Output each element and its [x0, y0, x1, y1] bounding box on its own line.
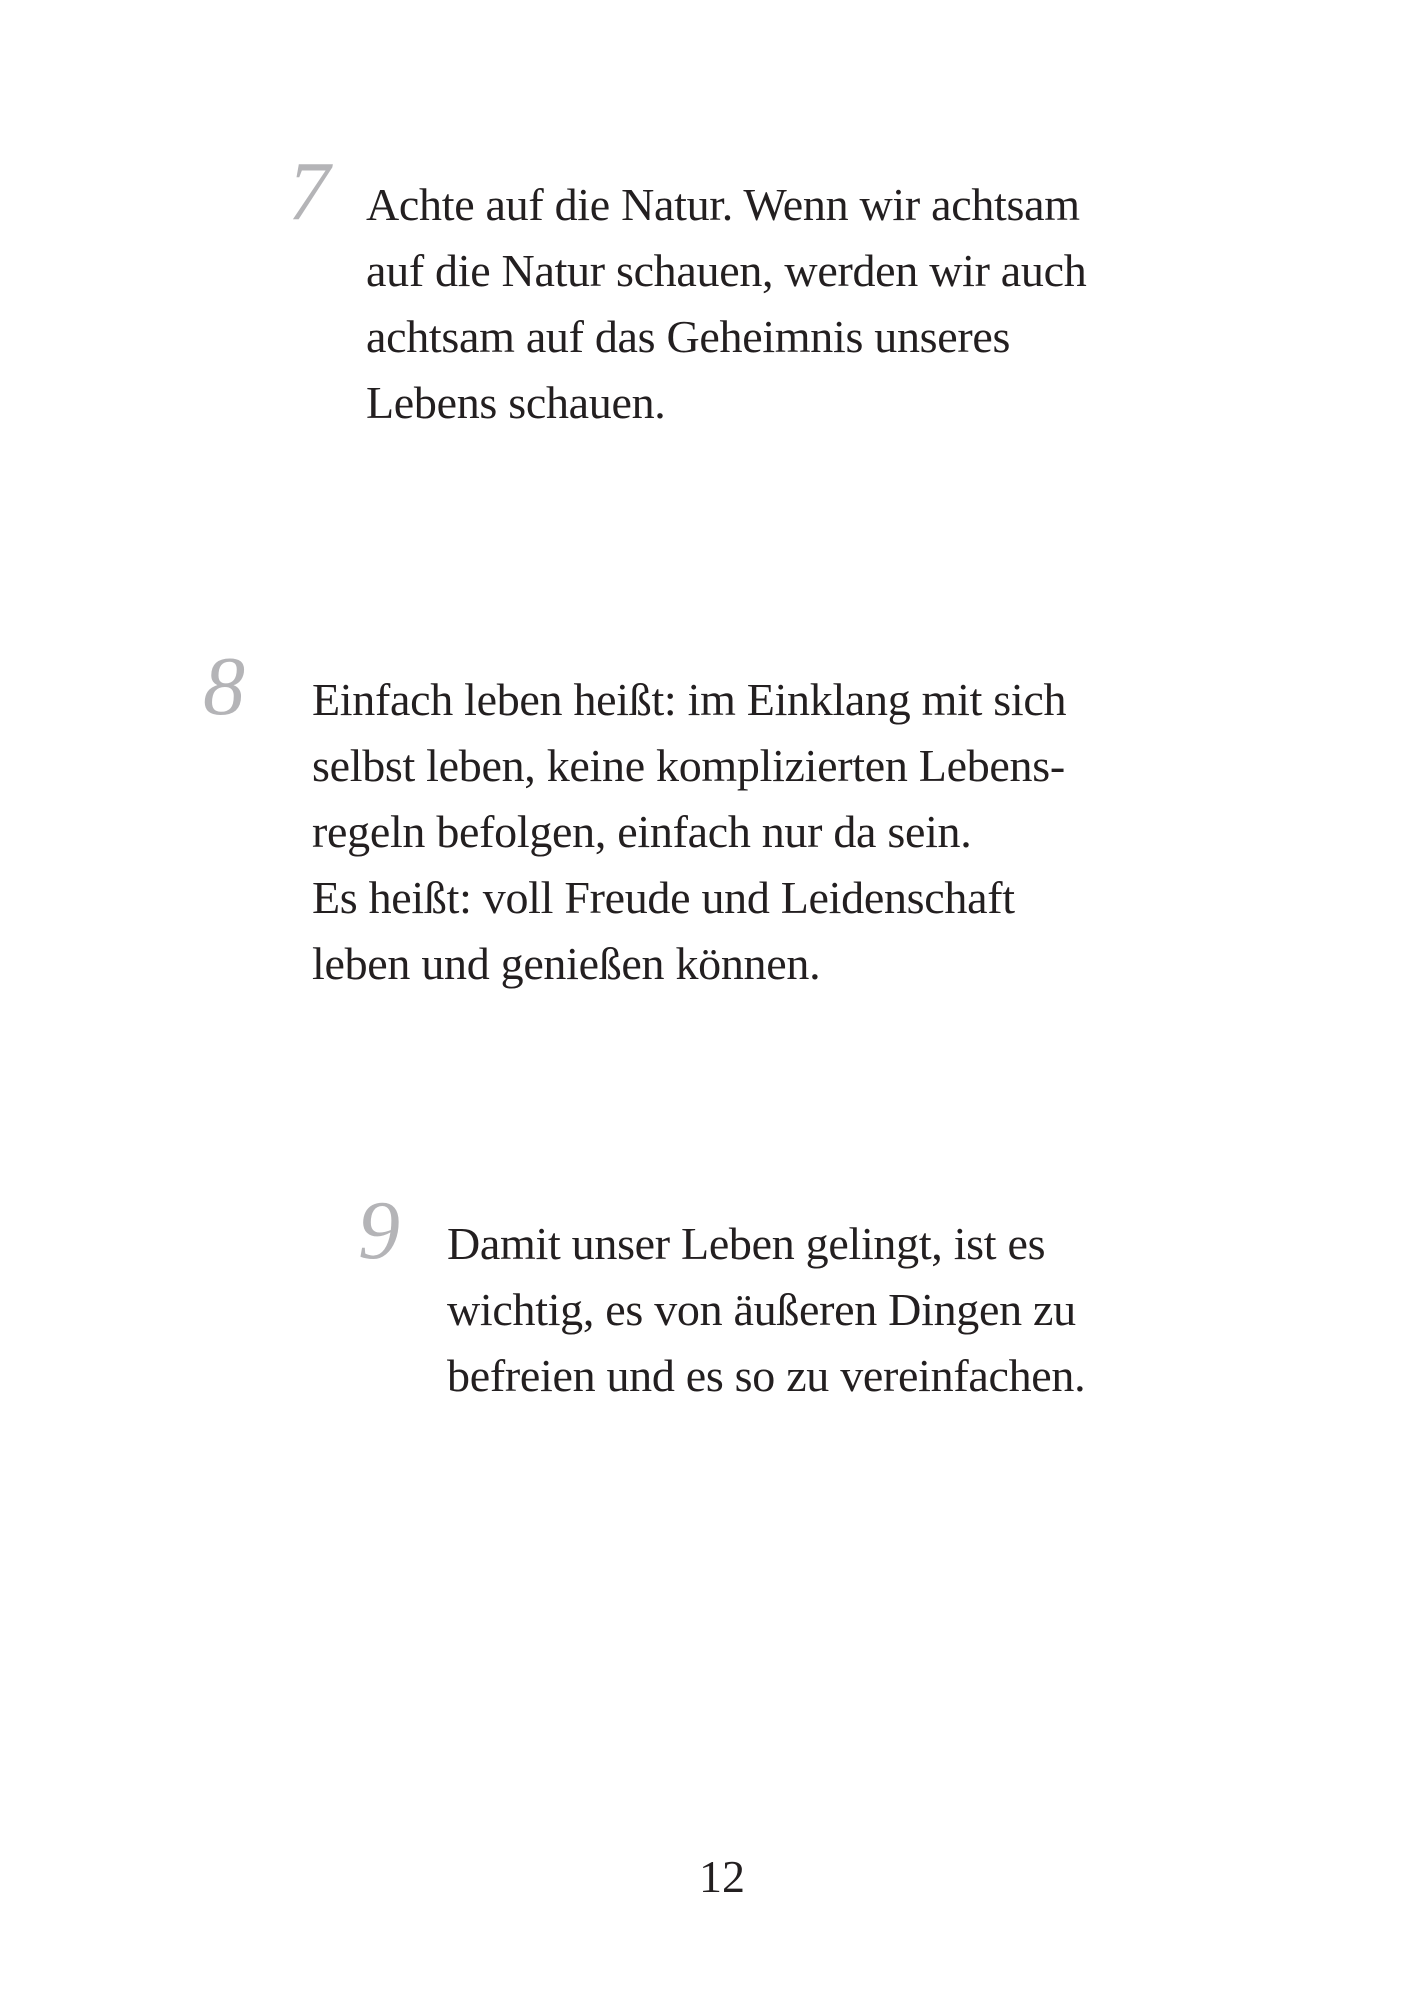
text-line: befreien und es so zu vereinfachen. — [447, 1350, 1086, 1401]
aphorism-7-number: 7 — [288, 145, 330, 238]
aphorism-9-number: 9 — [358, 1184, 400, 1277]
aphorism-8-number: 8 — [203, 640, 245, 733]
text-line: Damit unser Leben gelingt, ist es — [447, 1218, 1046, 1269]
text-line: regeln befolgen, einfach nur da sein. — [312, 806, 972, 857]
aphorism-7-text — [366, 172, 1086, 436]
text-line: achtsam auf das Geheimnis unseres — [366, 311, 1011, 362]
text-line: Einfach leben heißt: im Einklang mit sich — [312, 674, 1067, 725]
aphorism-8-text — [312, 667, 1066, 997]
text-line: Es heißt: voll Freude und Leidenschaft — [312, 872, 1015, 923]
text-line: auf die Natur schauen, werden wir auch — [366, 245, 1087, 296]
aphorism-9-text — [447, 1211, 1085, 1409]
page-number: 12 — [699, 1851, 745, 1902]
text-line: Lebens schauen. — [366, 377, 666, 428]
text-line: wichtig, es von äußeren Dingen zu — [447, 1284, 1076, 1335]
text-line: selbst leben, keine komplizierten Lebens- — [312, 740, 1065, 791]
text-line: leben und genießen können. — [312, 938, 821, 989]
text-line: Achte auf die Natur. Wenn wir achtsam — [366, 179, 1080, 230]
